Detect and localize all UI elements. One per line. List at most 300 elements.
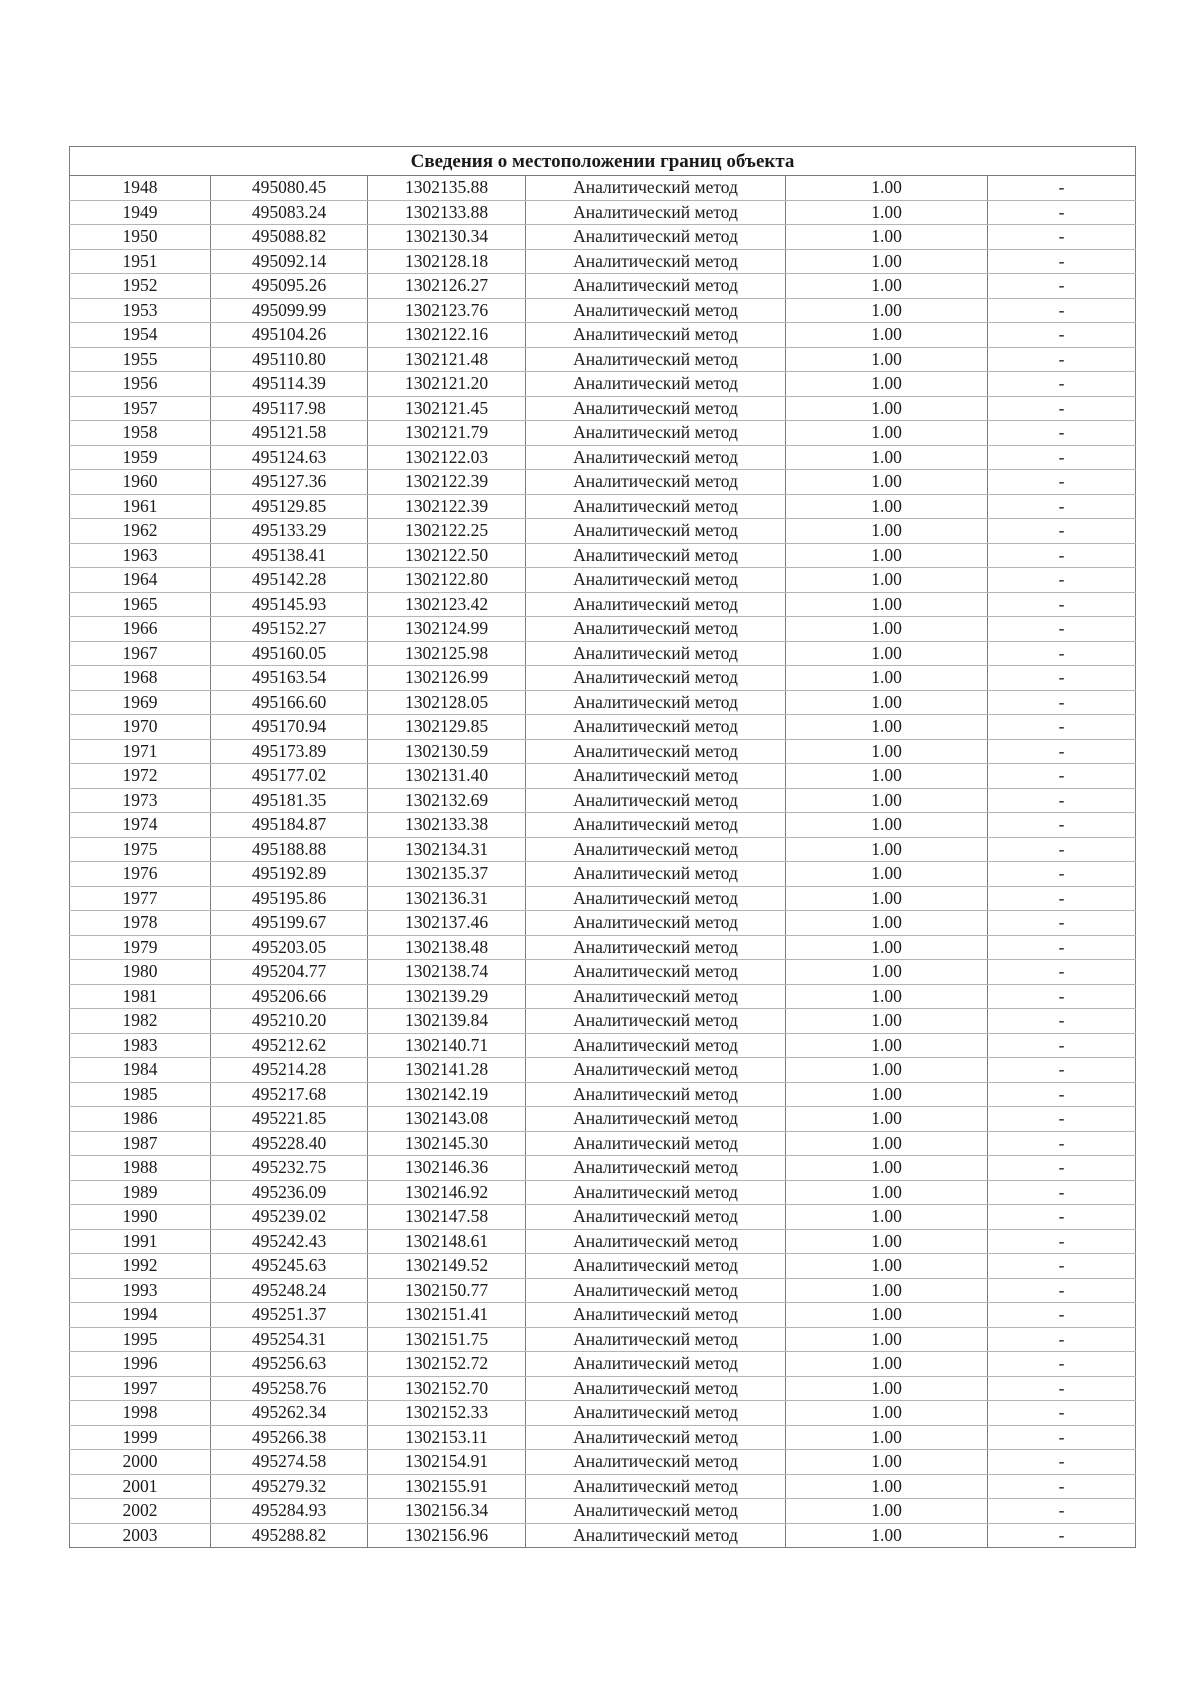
y-coordinate-cell: 1302122.16: [368, 323, 526, 348]
accuracy-cell: 1.00: [786, 641, 988, 666]
accuracy-cell: 1.00: [786, 421, 988, 446]
table-row: [70, 396, 1136, 421]
method-cell: Аналитический метод: [526, 1180, 786, 1205]
point-number-cell: 1951: [70, 249, 211, 274]
accuracy-cell: 1.00: [786, 470, 988, 495]
accuracy-cell: 1.00: [786, 715, 988, 740]
table-row: [70, 323, 1136, 348]
point-number-cell: 1948: [70, 176, 211, 201]
table-row: [70, 764, 1136, 789]
x-coordinate-cell: 495117.98: [211, 396, 368, 421]
table-row: [70, 886, 1136, 911]
description-cell: -: [988, 862, 1136, 887]
y-coordinate-cell: 1302128.18: [368, 249, 526, 274]
y-coordinate-cell: 1302130.59: [368, 739, 526, 764]
x-coordinate-cell: 495248.24: [211, 1278, 368, 1303]
point-number-cell: 1972: [70, 764, 211, 789]
y-coordinate-cell: 1302122.80: [368, 568, 526, 593]
description-cell: -: [988, 1180, 1136, 1205]
description-cell: -: [988, 249, 1136, 274]
description-cell: -: [988, 592, 1136, 617]
table-row: [70, 984, 1136, 1009]
x-coordinate-cell: 495099.99: [211, 298, 368, 323]
accuracy-cell: 1.00: [786, 666, 988, 691]
table-row: [70, 666, 1136, 691]
point-number-cell: 1998: [70, 1401, 211, 1426]
y-coordinate-cell: 1302149.52: [368, 1254, 526, 1279]
x-coordinate-cell: 495145.93: [211, 592, 368, 617]
description-cell: -: [988, 1376, 1136, 1401]
x-coordinate-cell: 495221.85: [211, 1107, 368, 1132]
method-cell: Аналитический метод: [526, 568, 786, 593]
method-cell: Аналитический метод: [526, 837, 786, 862]
table-row: [70, 1450, 1136, 1475]
description-cell: -: [988, 715, 1136, 740]
y-coordinate-cell: 1302154.91: [368, 1450, 526, 1475]
x-coordinate-cell: 495284.93: [211, 1499, 368, 1524]
x-coordinate-cell: 495251.37: [211, 1303, 368, 1328]
accuracy-cell: 1.00: [786, 1499, 988, 1524]
table-row: [70, 1499, 1136, 1524]
table-row: [70, 1254, 1136, 1279]
method-cell: Аналитический метод: [526, 176, 786, 201]
x-coordinate-cell: 495232.75: [211, 1156, 368, 1181]
point-number-cell: 1962: [70, 519, 211, 544]
x-coordinate-cell: 495254.31: [211, 1327, 368, 1352]
table-row: [70, 739, 1136, 764]
description-cell: -: [988, 1058, 1136, 1083]
method-cell: Аналитический метод: [526, 445, 786, 470]
table-row: [70, 1474, 1136, 1499]
method-cell: Аналитический метод: [526, 1205, 786, 1230]
description-cell: -: [988, 1278, 1136, 1303]
point-number-cell: 1955: [70, 347, 211, 372]
method-cell: Аналитический метод: [526, 1156, 786, 1181]
table-row: [70, 935, 1136, 960]
x-coordinate-cell: 495262.34: [211, 1401, 368, 1426]
accuracy-cell: 1.00: [786, 1327, 988, 1352]
description-cell: -: [988, 568, 1136, 593]
y-coordinate-cell: 1302146.92: [368, 1180, 526, 1205]
y-coordinate-cell: 1302151.41: [368, 1303, 526, 1328]
method-cell: Аналитический метод: [526, 1450, 786, 1475]
description-cell: -: [988, 470, 1136, 495]
y-coordinate-cell: 1302122.39: [368, 494, 526, 519]
table-row: [70, 813, 1136, 838]
table-row: [70, 543, 1136, 568]
accuracy-cell: 1.00: [786, 1523, 988, 1548]
y-coordinate-cell: 1302122.03: [368, 445, 526, 470]
description-cell: -: [988, 1205, 1136, 1230]
table-row: [70, 1352, 1136, 1377]
document-page: [69, 146, 1135, 1548]
accuracy-cell: 1.00: [786, 862, 988, 887]
table-title: Сведения о местоположении границ объекта: [70, 147, 1136, 176]
method-cell: Аналитический метод: [526, 1523, 786, 1548]
method-cell: Аналитический метод: [526, 617, 786, 642]
description-cell: -: [988, 1082, 1136, 1107]
point-number-cell: 1983: [70, 1033, 211, 1058]
description-cell: -: [988, 494, 1136, 519]
y-coordinate-cell: 1302139.84: [368, 1009, 526, 1034]
accuracy-cell: 1.00: [786, 1425, 988, 1450]
y-coordinate-cell: 1302122.39: [368, 470, 526, 495]
y-coordinate-cell: 1302126.99: [368, 666, 526, 691]
accuracy-cell: 1.00: [786, 396, 988, 421]
point-number-cell: 1949: [70, 200, 211, 225]
x-coordinate-cell: 495214.28: [211, 1058, 368, 1083]
description-cell: -: [988, 1229, 1136, 1254]
table-row: [70, 837, 1136, 862]
accuracy-cell: 1.00: [786, 617, 988, 642]
y-coordinate-cell: 1302121.45: [368, 396, 526, 421]
point-number-cell: 1964: [70, 568, 211, 593]
method-cell: Аналитический метод: [526, 1254, 786, 1279]
accuracy-cell: 1.00: [786, 1229, 988, 1254]
accuracy-cell: 1.00: [786, 568, 988, 593]
description-cell: -: [988, 739, 1136, 764]
x-coordinate-cell: 495192.89: [211, 862, 368, 887]
point-number-cell: 1978: [70, 911, 211, 936]
point-number-cell: 1990: [70, 1205, 211, 1230]
table-row: [70, 1278, 1136, 1303]
point-number-cell: 1968: [70, 666, 211, 691]
point-number-cell: 2000: [70, 1450, 211, 1475]
accuracy-cell: 1.00: [786, 445, 988, 470]
table-row: [70, 1205, 1136, 1230]
description-cell: -: [988, 788, 1136, 813]
table-row: [70, 1401, 1136, 1426]
accuracy-cell: 1.00: [786, 788, 988, 813]
method-cell: Аналитический метод: [526, 886, 786, 911]
accuracy-cell: 1.00: [786, 739, 988, 764]
y-coordinate-cell: 1302124.99: [368, 617, 526, 642]
point-number-cell: 1950: [70, 225, 211, 250]
point-number-cell: 1975: [70, 837, 211, 862]
boundary-points-table: [69, 146, 1136, 1548]
y-coordinate-cell: 1302150.77: [368, 1278, 526, 1303]
table-row: [70, 225, 1136, 250]
description-cell: -: [988, 960, 1136, 985]
description-cell: -: [988, 837, 1136, 862]
y-coordinate-cell: 1302121.79: [368, 421, 526, 446]
table-row: [70, 1131, 1136, 1156]
x-coordinate-cell: 495110.80: [211, 347, 368, 372]
point-number-cell: 1989: [70, 1180, 211, 1205]
method-cell: Аналитический метод: [526, 347, 786, 372]
accuracy-cell: 1.00: [786, 249, 988, 274]
accuracy-cell: 1.00: [786, 1254, 988, 1279]
table-row: [70, 617, 1136, 642]
point-number-cell: 1974: [70, 813, 211, 838]
point-number-cell: 2003: [70, 1523, 211, 1548]
method-cell: Аналитический метод: [526, 543, 786, 568]
accuracy-cell: 1.00: [786, 1009, 988, 1034]
point-number-cell: 1960: [70, 470, 211, 495]
description-cell: -: [988, 225, 1136, 250]
description-cell: -: [988, 421, 1136, 446]
description-cell: -: [988, 1131, 1136, 1156]
accuracy-cell: 1.00: [786, 1401, 988, 1426]
point-number-cell: 1969: [70, 690, 211, 715]
accuracy-cell: 1.00: [786, 274, 988, 299]
x-coordinate-cell: 495170.94: [211, 715, 368, 740]
point-number-cell: 1988: [70, 1156, 211, 1181]
x-coordinate-cell: 495210.20: [211, 1009, 368, 1034]
method-cell: Аналитический метод: [526, 764, 786, 789]
x-coordinate-cell: 495279.32: [211, 1474, 368, 1499]
accuracy-cell: 1.00: [786, 886, 988, 911]
point-number-cell: 1961: [70, 494, 211, 519]
accuracy-cell: 1.00: [786, 984, 988, 1009]
table-row: [70, 641, 1136, 666]
x-coordinate-cell: 495245.63: [211, 1254, 368, 1279]
x-coordinate-cell: 495173.89: [211, 739, 368, 764]
table-row: [70, 249, 1136, 274]
description-cell: -: [988, 690, 1136, 715]
method-cell: Аналитический метод: [526, 1058, 786, 1083]
method-cell: Аналитический метод: [526, 274, 786, 299]
accuracy-cell: 1.00: [786, 837, 988, 862]
description-cell: -: [988, 1499, 1136, 1524]
method-cell: Аналитический метод: [526, 1009, 786, 1034]
x-coordinate-cell: 495266.38: [211, 1425, 368, 1450]
method-cell: Аналитический метод: [526, 1131, 786, 1156]
y-coordinate-cell: 1302152.70: [368, 1376, 526, 1401]
description-cell: -: [988, 984, 1136, 1009]
table-row: [70, 445, 1136, 470]
table-row: [70, 690, 1136, 715]
accuracy-cell: 1.00: [786, 1131, 988, 1156]
point-number-cell: 1966: [70, 617, 211, 642]
x-coordinate-cell: 495274.58: [211, 1450, 368, 1475]
y-coordinate-cell: 1302140.71: [368, 1033, 526, 1058]
method-cell: Аналитический метод: [526, 396, 786, 421]
accuracy-cell: 1.00: [786, 1205, 988, 1230]
table-row: [70, 274, 1136, 299]
y-coordinate-cell: 1302133.38: [368, 813, 526, 838]
x-coordinate-cell: 495160.05: [211, 641, 368, 666]
method-cell: Аналитический метод: [526, 641, 786, 666]
method-cell: Аналитический метод: [526, 470, 786, 495]
method-cell: Аналитический метод: [526, 592, 786, 617]
accuracy-cell: 1.00: [786, 1180, 988, 1205]
table-row: [70, 176, 1136, 201]
x-coordinate-cell: 495124.63: [211, 445, 368, 470]
description-cell: -: [988, 1156, 1136, 1181]
point-number-cell: 1985: [70, 1082, 211, 1107]
point-number-cell: 1981: [70, 984, 211, 1009]
description-cell: -: [988, 617, 1136, 642]
y-coordinate-cell: 1302148.61: [368, 1229, 526, 1254]
method-cell: Аналитический метод: [526, 519, 786, 544]
y-coordinate-cell: 1302128.05: [368, 690, 526, 715]
y-coordinate-cell: 1302155.91: [368, 1474, 526, 1499]
x-coordinate-cell: 495095.26: [211, 274, 368, 299]
accuracy-cell: 1.00: [786, 1352, 988, 1377]
x-coordinate-cell: 495129.85: [211, 494, 368, 519]
y-coordinate-cell: 1302152.72: [368, 1352, 526, 1377]
accuracy-cell: 1.00: [786, 960, 988, 985]
point-number-cell: 1979: [70, 935, 211, 960]
point-number-cell: 1995: [70, 1327, 211, 1352]
description-cell: -: [988, 1009, 1136, 1034]
y-coordinate-cell: 1302152.33: [368, 1401, 526, 1426]
description-cell: -: [988, 666, 1136, 691]
table-title-row: [70, 147, 1136, 176]
point-number-cell: 1997: [70, 1376, 211, 1401]
accuracy-cell: 1.00: [786, 298, 988, 323]
point-number-cell: 1984: [70, 1058, 211, 1083]
accuracy-cell: 1.00: [786, 176, 988, 201]
accuracy-cell: 1.00: [786, 1376, 988, 1401]
table-row: [70, 1376, 1136, 1401]
y-coordinate-cell: 1302151.75: [368, 1327, 526, 1352]
point-number-cell: 1987: [70, 1131, 211, 1156]
point-number-cell: 1976: [70, 862, 211, 887]
description-cell: -: [988, 1352, 1136, 1377]
x-coordinate-cell: 495256.63: [211, 1352, 368, 1377]
y-coordinate-cell: 1302136.31: [368, 886, 526, 911]
y-coordinate-cell: 1302133.88: [368, 200, 526, 225]
accuracy-cell: 1.00: [786, 764, 988, 789]
table-row: [70, 911, 1136, 936]
table-row: [70, 568, 1136, 593]
accuracy-cell: 1.00: [786, 200, 988, 225]
y-coordinate-cell: 1302121.20: [368, 372, 526, 397]
y-coordinate-cell: 1302129.85: [368, 715, 526, 740]
description-cell: -: [988, 1254, 1136, 1279]
point-number-cell: 1970: [70, 715, 211, 740]
point-number-cell: 1991: [70, 1229, 211, 1254]
table-row: [70, 1229, 1136, 1254]
y-coordinate-cell: 1302147.58: [368, 1205, 526, 1230]
accuracy-cell: 1.00: [786, 592, 988, 617]
point-number-cell: 1957: [70, 396, 211, 421]
point-number-cell: 1986: [70, 1107, 211, 1132]
x-coordinate-cell: 495239.02: [211, 1205, 368, 1230]
x-coordinate-cell: 495177.02: [211, 764, 368, 789]
method-cell: Аналитический метод: [526, 200, 786, 225]
accuracy-cell: 1.00: [786, 1082, 988, 1107]
point-number-cell: 2001: [70, 1474, 211, 1499]
x-coordinate-cell: 495080.45: [211, 176, 368, 201]
accuracy-cell: 1.00: [786, 323, 988, 348]
accuracy-cell: 1.00: [786, 1107, 988, 1132]
x-coordinate-cell: 495204.77: [211, 960, 368, 985]
table-row: [70, 1523, 1136, 1548]
y-coordinate-cell: 1302141.28: [368, 1058, 526, 1083]
method-cell: Аналитический метод: [526, 935, 786, 960]
x-coordinate-cell: 495163.54: [211, 666, 368, 691]
table-row: [70, 592, 1136, 617]
method-cell: Аналитический метод: [526, 1474, 786, 1499]
x-coordinate-cell: 495114.39: [211, 372, 368, 397]
table-row: [70, 1303, 1136, 1328]
x-coordinate-cell: 495236.09: [211, 1180, 368, 1205]
point-number-cell: 1956: [70, 372, 211, 397]
description-cell: -: [988, 1107, 1136, 1132]
table-row: [70, 1009, 1136, 1034]
y-coordinate-cell: 1302134.31: [368, 837, 526, 862]
point-number-cell: 1994: [70, 1303, 211, 1328]
method-cell: Аналитический метод: [526, 1107, 786, 1132]
point-number-cell: 1953: [70, 298, 211, 323]
y-coordinate-cell: 1302143.08: [368, 1107, 526, 1132]
description-cell: -: [988, 935, 1136, 960]
description-cell: -: [988, 323, 1136, 348]
y-coordinate-cell: 1302135.88: [368, 176, 526, 201]
y-coordinate-cell: 1302130.34: [368, 225, 526, 250]
y-coordinate-cell: 1302156.96: [368, 1523, 526, 1548]
y-coordinate-cell: 1302131.40: [368, 764, 526, 789]
accuracy-cell: 1.00: [786, 690, 988, 715]
method-cell: Аналитический метод: [526, 1303, 786, 1328]
x-coordinate-cell: 495088.82: [211, 225, 368, 250]
accuracy-cell: 1.00: [786, 347, 988, 372]
x-coordinate-cell: 495288.82: [211, 1523, 368, 1548]
accuracy-cell: 1.00: [786, 1278, 988, 1303]
y-coordinate-cell: 1302126.27: [368, 274, 526, 299]
description-cell: -: [988, 274, 1136, 299]
description-cell: -: [988, 1474, 1136, 1499]
description-cell: -: [988, 641, 1136, 666]
method-cell: Аналитический метод: [526, 666, 786, 691]
y-coordinate-cell: 1302139.29: [368, 984, 526, 1009]
description-cell: -: [988, 1303, 1136, 1328]
description-cell: -: [988, 372, 1136, 397]
description-cell: -: [988, 911, 1136, 936]
x-coordinate-cell: 495127.36: [211, 470, 368, 495]
method-cell: Аналитический метод: [526, 984, 786, 1009]
method-cell: Аналитический метод: [526, 1352, 786, 1377]
table-row: [70, 470, 1136, 495]
point-number-cell: 1952: [70, 274, 211, 299]
table-row: [70, 200, 1136, 225]
x-coordinate-cell: 495152.27: [211, 617, 368, 642]
y-coordinate-cell: 1302138.48: [368, 935, 526, 960]
description-cell: -: [988, 176, 1136, 201]
x-coordinate-cell: 495138.41: [211, 543, 368, 568]
x-coordinate-cell: 495206.66: [211, 984, 368, 1009]
table-row: [70, 298, 1136, 323]
accuracy-cell: 1.00: [786, 1474, 988, 1499]
point-number-cell: 2002: [70, 1499, 211, 1524]
x-coordinate-cell: 495121.58: [211, 421, 368, 446]
y-coordinate-cell: 1302123.42: [368, 592, 526, 617]
x-coordinate-cell: 495083.24: [211, 200, 368, 225]
point-number-cell: 1982: [70, 1009, 211, 1034]
x-coordinate-cell: 495212.62: [211, 1033, 368, 1058]
method-cell: Аналитический метод: [526, 715, 786, 740]
table-row: [70, 960, 1136, 985]
accuracy-cell: 1.00: [786, 813, 988, 838]
table-row: [70, 1180, 1136, 1205]
description-cell: -: [988, 200, 1136, 225]
x-coordinate-cell: 495184.87: [211, 813, 368, 838]
table-row: [70, 1033, 1136, 1058]
y-coordinate-cell: 1302142.19: [368, 1082, 526, 1107]
description-cell: -: [988, 1033, 1136, 1058]
table-row: [70, 421, 1136, 446]
y-coordinate-cell: 1302122.25: [368, 519, 526, 544]
method-cell: Аналитический метод: [526, 911, 786, 936]
table-row: [70, 494, 1136, 519]
accuracy-cell: 1.00: [786, 1058, 988, 1083]
table-row: [70, 347, 1136, 372]
accuracy-cell: 1.00: [786, 911, 988, 936]
method-cell: Аналитический метод: [526, 690, 786, 715]
